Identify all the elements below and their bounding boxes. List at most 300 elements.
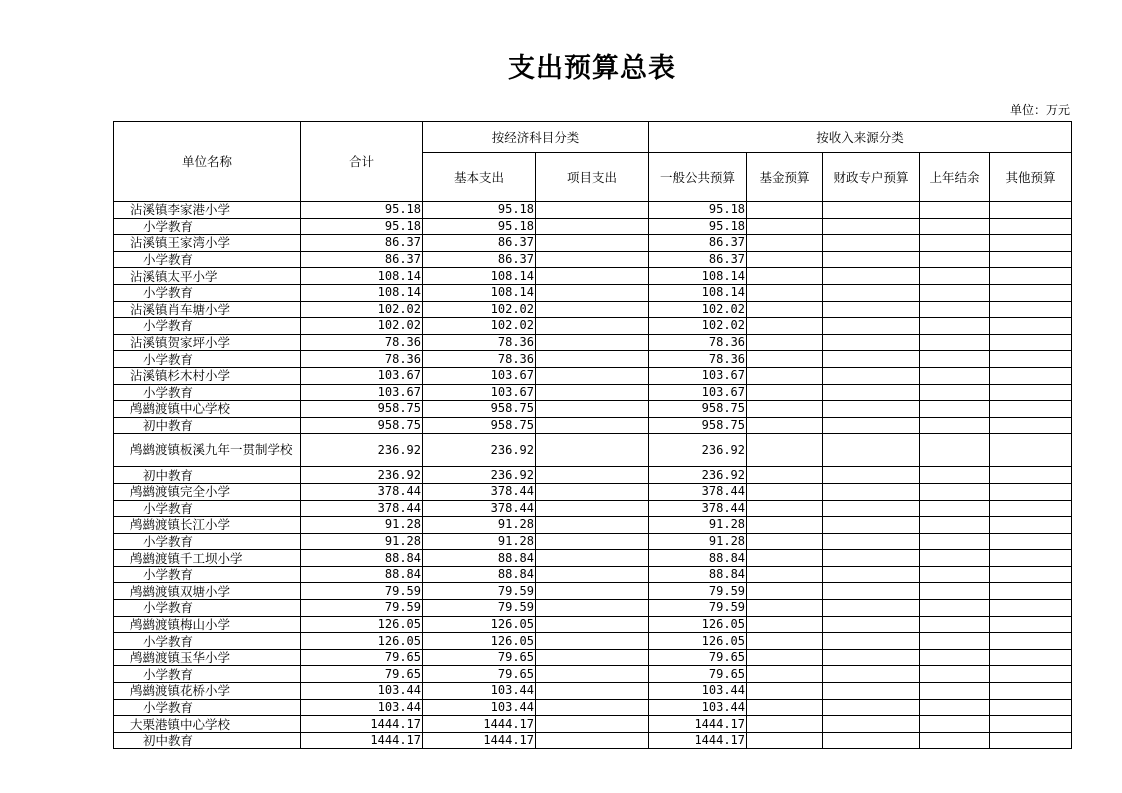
cell-carryover — [920, 401, 990, 418]
cell-fund — [747, 401, 823, 418]
cell-carryover — [920, 202, 990, 219]
cell-basic: 95.18 — [423, 202, 536, 219]
page-title: 支出预算总表 — [508, 53, 676, 84]
table-row — [114, 467, 1072, 484]
cell-basic: 126.05 — [423, 616, 536, 633]
cell-fund — [747, 533, 823, 550]
cell-other — [990, 600, 1072, 617]
cell-carryover — [920, 235, 990, 252]
cell-other — [990, 566, 1072, 583]
cell-project — [536, 351, 649, 368]
cell-special — [823, 334, 920, 351]
cell-total: 236.92 — [301, 434, 423, 467]
table-row — [114, 517, 1072, 534]
cell-fund — [747, 600, 823, 617]
cell-other — [990, 616, 1072, 633]
cell-other — [990, 716, 1072, 733]
table-body — [114, 202, 1072, 749]
cell-total: 958.75 — [301, 401, 423, 418]
cell-unit-name: 初中教育 — [114, 467, 301, 484]
cell-basic: 79.65 — [423, 649, 536, 666]
cell-carryover — [920, 483, 990, 500]
cell-general: 95.18 — [649, 202, 747, 219]
cell-project — [536, 318, 649, 335]
cell-unit-name: 小学教育 — [114, 633, 301, 650]
cell-project — [536, 633, 649, 650]
cell-project — [536, 583, 649, 600]
cell-carryover — [920, 268, 990, 285]
cell-special — [823, 434, 920, 467]
cell-total: 79.59 — [301, 583, 423, 600]
cell-special — [823, 566, 920, 583]
cell-general: 378.44 — [649, 483, 747, 500]
cell-total: 88.84 — [301, 550, 423, 567]
cell-basic: 236.92 — [423, 434, 536, 467]
cell-unit-name: 初中教育 — [114, 732, 301, 749]
cell-special — [823, 699, 920, 716]
cell-total: 236.92 — [301, 467, 423, 484]
cell-project — [536, 334, 649, 351]
table-row — [114, 384, 1072, 401]
cell-fund — [747, 367, 823, 384]
cell-carryover — [920, 284, 990, 301]
table-row — [114, 600, 1072, 617]
table-row — [114, 401, 1072, 418]
cell-unit-name: 鸬鹚渡镇玉华小学 — [114, 649, 301, 666]
cell-total: 79.65 — [301, 666, 423, 683]
cell-carryover — [920, 384, 990, 401]
cell-special — [823, 218, 920, 235]
cell-project — [536, 483, 649, 500]
cell-other — [990, 649, 1072, 666]
cell-fund — [747, 384, 823, 401]
cell-unit-name: 鸬鹚渡镇长江小学 — [114, 517, 301, 534]
header-by-economic: 按经济科目分类 — [423, 122, 649, 153]
cell-unit-name: 小学教育 — [114, 318, 301, 335]
cell-unit-name: 鸬鹚渡镇花桥小学 — [114, 683, 301, 700]
cell-total: 103.67 — [301, 384, 423, 401]
cell-carryover — [920, 517, 990, 534]
cell-general: 103.44 — [649, 699, 747, 716]
cell-basic: 103.44 — [423, 683, 536, 700]
table-row — [114, 434, 1072, 467]
cell-general: 108.14 — [649, 284, 747, 301]
cell-general: 88.84 — [649, 550, 747, 567]
cell-total: 88.84 — [301, 566, 423, 583]
cell-carryover — [920, 616, 990, 633]
cell-other — [990, 732, 1072, 749]
cell-carryover — [920, 683, 990, 700]
cell-other — [990, 583, 1072, 600]
cell-total: 378.44 — [301, 500, 423, 517]
table-row — [114, 284, 1072, 301]
cell-carryover — [920, 251, 990, 268]
cell-special — [823, 202, 920, 219]
cell-general: 103.67 — [649, 384, 747, 401]
unit-label: 单位：万元 — [1009, 103, 1070, 117]
table-header — [114, 122, 1072, 202]
cell-basic: 86.37 — [423, 235, 536, 252]
cell-special — [823, 666, 920, 683]
cell-basic: 103.67 — [423, 367, 536, 384]
cell-fund — [747, 284, 823, 301]
cell-carryover — [920, 633, 990, 650]
cell-fund — [747, 633, 823, 650]
cell-unit-name: 鸬鹚渡镇中心学校 — [114, 401, 301, 418]
cell-total: 958.75 — [301, 417, 423, 434]
cell-unit-name: 小学教育 — [114, 251, 301, 268]
cell-total: 103.44 — [301, 683, 423, 700]
cell-general: 91.28 — [649, 533, 747, 550]
cell-special — [823, 683, 920, 700]
table-row — [114, 268, 1072, 285]
cell-total: 108.14 — [301, 284, 423, 301]
table-row — [114, 235, 1072, 252]
cell-unit-name: 沾溪镇王家湾小学 — [114, 235, 301, 252]
cell-carryover — [920, 318, 990, 335]
cell-carryover — [920, 716, 990, 733]
table-row — [114, 583, 1072, 600]
cell-carryover — [920, 351, 990, 368]
cell-carryover — [920, 467, 990, 484]
cell-special — [823, 318, 920, 335]
header-project: 项目支出 — [536, 153, 649, 202]
cell-other — [990, 251, 1072, 268]
budget-table — [113, 121, 1072, 749]
table-row — [114, 500, 1072, 517]
cell-unit-name: 沾溪镇杉木村小学 — [114, 367, 301, 384]
cell-special — [823, 616, 920, 633]
cell-project — [536, 284, 649, 301]
cell-basic: 126.05 — [423, 633, 536, 650]
cell-fund — [747, 268, 823, 285]
cell-project — [536, 500, 649, 517]
cell-carryover — [920, 566, 990, 583]
cell-unit-name: 鸬鹚渡镇板溪九年一贯制学校 — [114, 434, 301, 467]
cell-special — [823, 633, 920, 650]
header-other: 其他预算 — [990, 153, 1072, 202]
cell-project — [536, 716, 649, 733]
table-row — [114, 533, 1072, 550]
cell-fund — [747, 517, 823, 534]
cell-total: 78.36 — [301, 351, 423, 368]
cell-basic: 88.84 — [423, 566, 536, 583]
cell-general: 91.28 — [649, 517, 747, 534]
cell-total: 102.02 — [301, 301, 423, 318]
cell-total: 91.28 — [301, 533, 423, 550]
cell-other — [990, 500, 1072, 517]
cell-basic: 86.37 — [423, 251, 536, 268]
cell-other — [990, 384, 1072, 401]
cell-special — [823, 251, 920, 268]
cell-carryover — [920, 367, 990, 384]
cell-project — [536, 417, 649, 434]
cell-unit-name: 鸬鹚渡镇千工坝小学 — [114, 550, 301, 567]
cell-basic: 102.02 — [423, 301, 536, 318]
cell-total: 126.05 — [301, 616, 423, 633]
cell-project — [536, 683, 649, 700]
table-row — [114, 301, 1072, 318]
cell-special — [823, 384, 920, 401]
cell-other — [990, 533, 1072, 550]
cell-unit-name: 鸬鹚渡镇完全小学 — [114, 483, 301, 500]
cell-unit-name: 小学教育 — [114, 284, 301, 301]
cell-special — [823, 583, 920, 600]
table-row — [114, 633, 1072, 650]
cell-general: 79.59 — [649, 600, 747, 617]
cell-general: 102.02 — [649, 301, 747, 318]
cell-special — [823, 417, 920, 434]
cell-fund — [747, 699, 823, 716]
cell-special — [823, 367, 920, 384]
cell-unit-name: 鸬鹚渡镇梅山小学 — [114, 616, 301, 633]
cell-fund — [747, 683, 823, 700]
cell-special — [823, 284, 920, 301]
header-general: 一般公共预算 — [649, 153, 747, 202]
cell-basic: 958.75 — [423, 417, 536, 434]
cell-fund — [747, 351, 823, 368]
cell-project — [536, 202, 649, 219]
cell-basic: 103.44 — [423, 699, 536, 716]
cell-special — [823, 301, 920, 318]
cell-basic: 79.65 — [423, 666, 536, 683]
table-row — [114, 666, 1072, 683]
cell-total: 103.44 — [301, 699, 423, 716]
cell-unit-name: 鸬鹚渡镇双塘小学 — [114, 583, 301, 600]
cell-special — [823, 235, 920, 252]
cell-basic: 108.14 — [423, 268, 536, 285]
cell-basic: 1444.17 — [423, 716, 536, 733]
cell-general: 79.65 — [649, 666, 747, 683]
cell-other — [990, 517, 1072, 534]
cell-total: 103.67 — [301, 367, 423, 384]
cell-total: 126.05 — [301, 633, 423, 650]
cell-project — [536, 600, 649, 617]
cell-other — [990, 334, 1072, 351]
table-row — [114, 483, 1072, 500]
cell-unit-name: 小学教育 — [114, 600, 301, 617]
cell-carryover — [920, 583, 990, 600]
cell-general: 958.75 — [649, 401, 747, 418]
cell-carryover — [920, 550, 990, 567]
cell-other — [990, 301, 1072, 318]
cell-general: 126.05 — [649, 633, 747, 650]
cell-basic: 91.28 — [423, 533, 536, 550]
cell-total: 95.18 — [301, 218, 423, 235]
cell-project — [536, 218, 649, 235]
cell-carryover — [920, 434, 990, 467]
table-row — [114, 616, 1072, 633]
table-row — [114, 218, 1072, 235]
cell-basic: 108.14 — [423, 284, 536, 301]
cell-fund — [747, 318, 823, 335]
cell-other — [990, 202, 1072, 219]
cell-carryover — [920, 218, 990, 235]
cell-carryover — [920, 500, 990, 517]
header-carryover: 上年结余 — [920, 153, 990, 202]
cell-other — [990, 483, 1072, 500]
cell-special — [823, 351, 920, 368]
cell-project — [536, 467, 649, 484]
cell-total: 102.02 — [301, 318, 423, 335]
cell-project — [536, 649, 649, 666]
cell-unit-name: 初中教育 — [114, 417, 301, 434]
cell-other — [990, 218, 1072, 235]
cell-basic: 378.44 — [423, 500, 536, 517]
table-row — [114, 649, 1072, 666]
cell-total: 79.59 — [301, 600, 423, 617]
cell-other — [990, 401, 1072, 418]
cell-unit-name: 小学教育 — [114, 351, 301, 368]
cell-unit-name: 小学教育 — [114, 218, 301, 235]
cell-fund — [747, 716, 823, 733]
cell-carryover — [920, 417, 990, 434]
cell-general: 1444.17 — [649, 716, 747, 733]
table-row — [114, 550, 1072, 567]
cell-project — [536, 401, 649, 418]
cell-fund — [747, 434, 823, 467]
cell-general: 103.44 — [649, 683, 747, 700]
cell-special — [823, 649, 920, 666]
cell-carryover — [920, 699, 990, 716]
cell-unit-name: 大栗港镇中心学校 — [114, 716, 301, 733]
cell-basic: 236.92 — [423, 467, 536, 484]
cell-unit-name: 小学教育 — [114, 566, 301, 583]
cell-other — [990, 434, 1072, 467]
cell-special — [823, 550, 920, 567]
cell-special — [823, 483, 920, 500]
cell-carryover — [920, 533, 990, 550]
cell-project — [536, 268, 649, 285]
table-row — [114, 566, 1072, 583]
cell-other — [990, 235, 1072, 252]
cell-carryover — [920, 666, 990, 683]
cell-project — [536, 666, 649, 683]
cell-fund — [747, 566, 823, 583]
cell-general: 236.92 — [649, 467, 747, 484]
cell-fund — [747, 483, 823, 500]
cell-general: 102.02 — [649, 318, 747, 335]
cell-other — [990, 417, 1072, 434]
cell-basic: 103.67 — [423, 384, 536, 401]
cell-basic: 102.02 — [423, 318, 536, 335]
cell-carryover — [920, 732, 990, 749]
table-row — [114, 334, 1072, 351]
cell-fund — [747, 218, 823, 235]
table-row — [114, 367, 1072, 384]
cell-general: 1444.17 — [649, 732, 747, 749]
cell-basic: 91.28 — [423, 517, 536, 534]
cell-total: 79.65 — [301, 649, 423, 666]
cell-unit-name: 小学教育 — [114, 533, 301, 550]
cell-project — [536, 301, 649, 318]
cell-unit-name: 沾溪镇太平小学 — [114, 268, 301, 285]
cell-other — [990, 666, 1072, 683]
cell-basic: 79.59 — [423, 583, 536, 600]
cell-project — [536, 550, 649, 567]
header-basic: 基本支出 — [423, 153, 536, 202]
cell-total: 1444.17 — [301, 732, 423, 749]
table-row — [114, 351, 1072, 368]
cell-general: 78.36 — [649, 334, 747, 351]
cell-general: 79.65 — [649, 649, 747, 666]
header-total: 合计 — [301, 122, 423, 202]
cell-other — [990, 351, 1072, 368]
cell-carryover — [920, 649, 990, 666]
cell-general: 86.37 — [649, 235, 747, 252]
cell-special — [823, 517, 920, 534]
cell-fund — [747, 583, 823, 600]
cell-general: 103.67 — [649, 367, 747, 384]
cell-fund — [747, 666, 823, 683]
cell-project — [536, 533, 649, 550]
cell-other — [990, 633, 1072, 650]
cell-general: 126.05 — [649, 616, 747, 633]
cell-unit-name: 小学教育 — [114, 384, 301, 401]
cell-general: 95.18 — [649, 218, 747, 235]
cell-project — [536, 517, 649, 534]
cell-project — [536, 566, 649, 583]
cell-other — [990, 284, 1072, 301]
table-row — [114, 683, 1072, 700]
cell-fund — [747, 334, 823, 351]
cell-special — [823, 732, 920, 749]
cell-fund — [747, 500, 823, 517]
cell-total: 78.36 — [301, 334, 423, 351]
cell-carryover — [920, 334, 990, 351]
cell-fund — [747, 301, 823, 318]
cell-other — [990, 268, 1072, 285]
cell-basic: 958.75 — [423, 401, 536, 418]
cell-project — [536, 235, 649, 252]
cell-other — [990, 318, 1072, 335]
table-row — [114, 318, 1072, 335]
cell-basic: 78.36 — [423, 351, 536, 368]
cell-special — [823, 533, 920, 550]
cell-fund — [747, 202, 823, 219]
table-row — [114, 251, 1072, 268]
cell-total: 95.18 — [301, 202, 423, 219]
header-special: 财政专户预算 — [823, 153, 920, 202]
cell-unit-name: 小学教育 — [114, 666, 301, 683]
cell-fund — [747, 467, 823, 484]
cell-other — [990, 467, 1072, 484]
cell-fund — [747, 550, 823, 567]
cell-other — [990, 367, 1072, 384]
table-row — [114, 417, 1072, 434]
header-unit-name: 单位名称 — [114, 122, 301, 202]
cell-carryover — [920, 301, 990, 318]
cell-total: 86.37 — [301, 235, 423, 252]
header-fund: 基金预算 — [747, 153, 823, 202]
cell-fund — [747, 616, 823, 633]
cell-total: 86.37 — [301, 251, 423, 268]
cell-project — [536, 699, 649, 716]
cell-project — [536, 384, 649, 401]
cell-general: 236.92 — [649, 434, 747, 467]
cell-special — [823, 268, 920, 285]
cell-carryover — [920, 600, 990, 617]
cell-total: 378.44 — [301, 483, 423, 500]
header-by-income: 按收入来源分类 — [649, 122, 1072, 153]
table-row — [114, 716, 1072, 733]
cell-project — [536, 367, 649, 384]
cell-unit-name: 沾溪镇肖车塘小学 — [114, 301, 301, 318]
cell-total: 91.28 — [301, 517, 423, 534]
cell-other — [990, 699, 1072, 716]
table-row — [114, 202, 1072, 219]
cell-general: 78.36 — [649, 351, 747, 368]
